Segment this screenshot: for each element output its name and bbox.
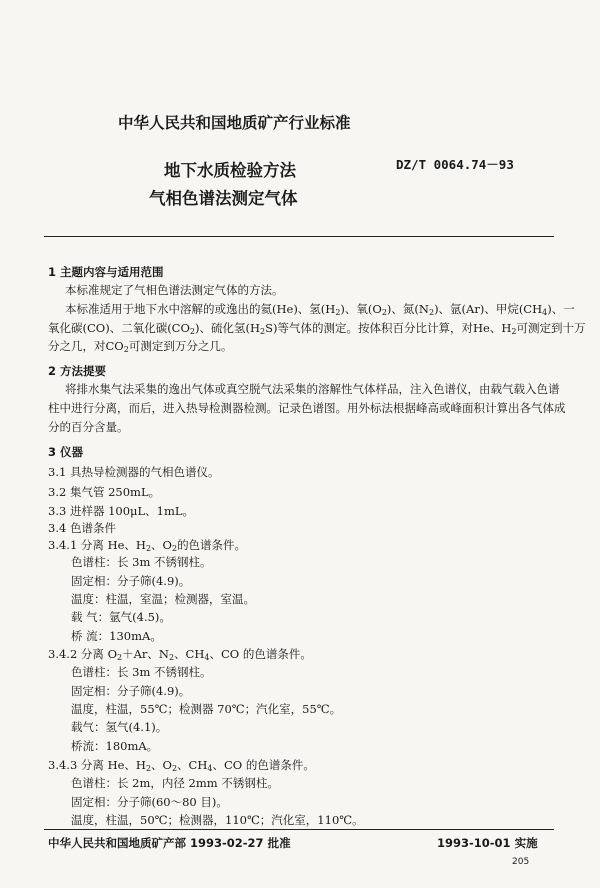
footer-rule — [44, 829, 554, 830]
item-3-4-1: 3.4.1 分离 He、$H_2$、$O_2$的色谱条件。 — [48, 538, 247, 553]
section-2-line-3: 分的百分含量。 — [48, 420, 129, 434]
issuing-organization: 中华人民共和国地质矿产行业标准 — [118, 114, 351, 132]
page-number: 205 — [512, 857, 530, 867]
item-3-4-2-line-1: 色谱柱：长 3m 不锈钢柱。 — [71, 665, 212, 679]
item-3-4-2: 3.4.2 分离 $O_2+Ar$、$N_2$、$CH_4$、CO 的色谱条件。 — [48, 647, 312, 662]
item-3-3: 3.3 进样器 100μL、1mL。 — [48, 504, 195, 518]
approval-line: 中华人民共和国地质矿产部 1993-02-27 批准 — [48, 836, 291, 850]
item-3-4-2-line-3: 温度，柱温，55℃；检测器 70℃；汽化室，55℃。 — [71, 702, 342, 716]
section-1-paragraph-2-line-2: 氧化碳(CO)、二氧化碳$(CO_2)$、硫化氢$(H_2S)$等气体的测定。按体积百分比计算，对He、$H_2$可测定到十万 — [48, 321, 586, 336]
section-2-heading: 2 方法提要 — [48, 364, 107, 378]
item-3-4-3-line-3: 温度，柱温，50℃；检测器，110℃；汽化室，110℃。 — [71, 813, 364, 827]
item-3-4-1-line-1: 色谱柱：长 3m 不锈钢柱。 — [71, 555, 212, 569]
section-1-paragraph-2-line-3: 分之几，对$CO_2$可测定到万分之几。 — [48, 339, 233, 354]
item-3-4-1-line-4: 载 气：氩气(4.5)。 — [71, 610, 171, 624]
item-3-4-1-line-3: 温度：柱温，室温；检测器，室温。 — [71, 592, 255, 606]
item-3-4-1-line-2: 固定相：分子筛(4.9)。 — [71, 574, 191, 588]
item-3-4-2-line-5: 桥流：180mA。 — [71, 739, 159, 753]
item-3-4-2-line-2: 固定相：分子筛(4.9)。 — [71, 684, 191, 698]
item-3-4-3-line-2: 固定相：分子筛(60～80 目)。 — [71, 795, 228, 809]
standard-code: DZ/T 0064.74－93 — [396, 157, 514, 172]
item-3-4-2-line-4: 载气：氢气(4.1)。 — [71, 720, 168, 734]
section-1-heading: 1 主题内容与适用范围 — [48, 265, 164, 279]
section-1-paragraph-1: 本标准规定了气相色谱法测定气体的方法。 — [65, 283, 284, 297]
title-line-2: 气相色谱法测定气体 — [149, 189, 298, 208]
section-1-paragraph-2-line-1: 本标准适用于地下水中溶解的或逸出的氦(He)、氢$(H_2)$、氧$(O_2)$、氮$(N_2)$、氩(Ar)、甲烷$(CH_4)$、一 — [65, 302, 575, 317]
item-3-4-1-line-5: 桥 流：130mA。 — [71, 629, 162, 643]
title-line-1: 地下水质检验方法 — [164, 161, 296, 180]
item-3-4-3: 3.4.3 分离 He、$H_2$、$O_2$、$CH_4$、CO 的色谱条件。 — [48, 758, 315, 773]
section-3-heading: 3 仪器 — [48, 445, 84, 459]
section-2-line-1: 将排水集气法采集的逸出气体或真空脱气法采集的溶解性气体样品，注入色谱仪，由载气载入色谱 — [65, 382, 560, 396]
section-2-line-2: 柱中进行分离，而后，进入热导检测器检测。记录色谱图。用外标法根据峰高或峰面积计算出各气体成 — [48, 401, 566, 415]
effective-date: 1993-10-01 实施 — [437, 836, 538, 850]
item-3-2: 3.2 集气管 250mL。 — [48, 485, 161, 499]
header-rule — [44, 236, 554, 237]
item-3-1: 3.1 具热导检测器的气相色谱仪。 — [48, 465, 220, 479]
item-3-4: 3.4 色谱条件 — [48, 521, 116, 535]
item-3-4-3-line-1: 色谱柱：长 2m，内径 2mm 不锈钢柱。 — [71, 776, 279, 790]
